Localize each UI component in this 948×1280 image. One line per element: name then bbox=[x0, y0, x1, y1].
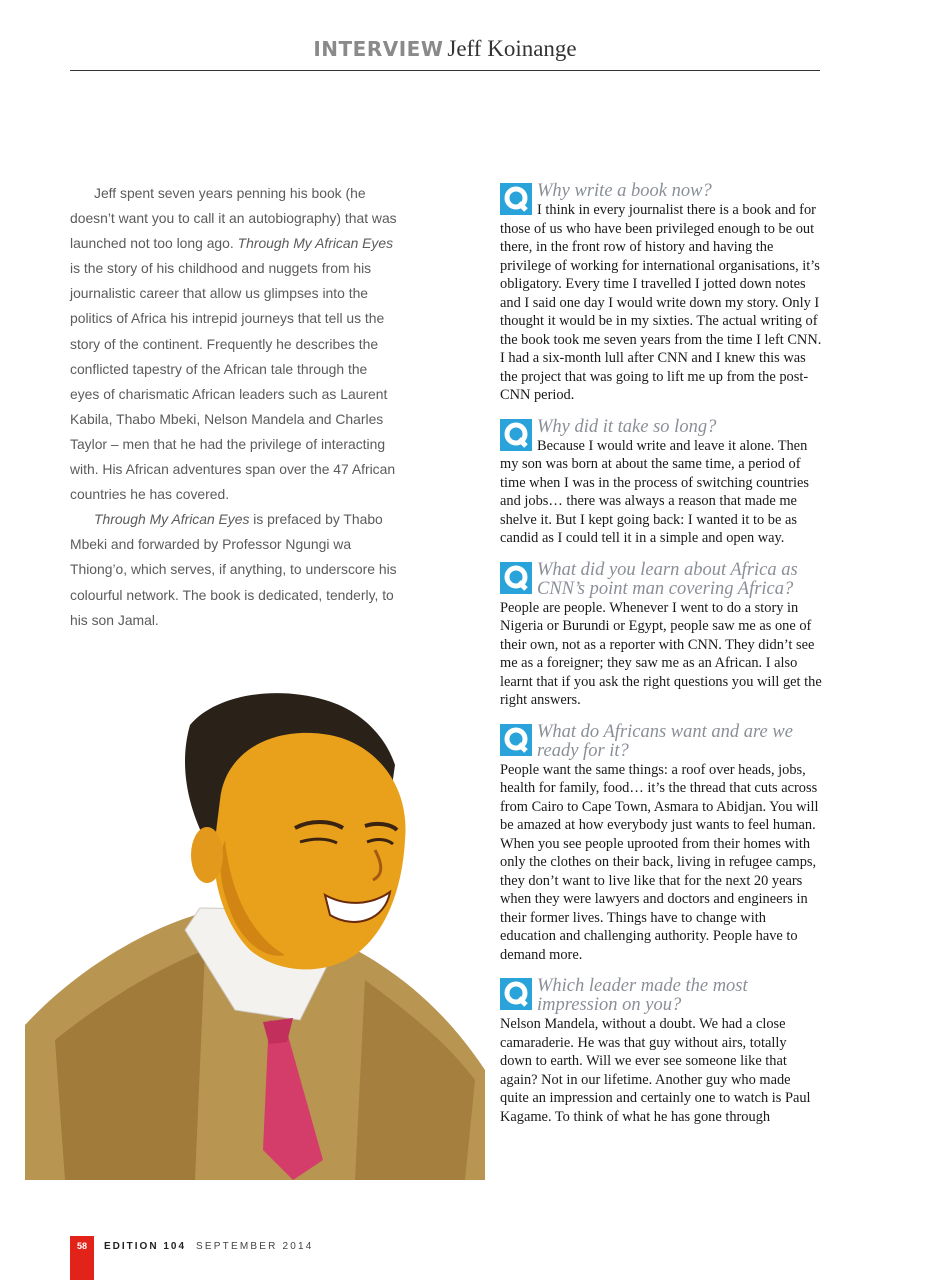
issue-date: SEPTEMBER 2014 bbox=[196, 1241, 314, 1252]
answer-text: People want the same things: a roof over heads, jobs, health for family, food… it’s the thread that cuts across from Cairo to Cape Town, Asmara to Abidjan. You will be amazed at how everybody just wants to feel human. When you see people uprooted from their homes with only the clothes on their back, living in refugee camps, they don’t want to live like that for the next 20 years when they were lawyers and doctors and engineers in their former lives. Things have to change with education and challenging authority. People have to demand more. bbox=[500, 761, 819, 963]
intro-paragraph-1: Jeff spent seven years penning his book (he doesn’t want you to call it an autobiography) that was launched not too long ago. Through My African Eyes is the story of his childhood and nuggets from his journalistic career that allow us glimpses into the politics of Africa his intrepid journeys that tell us the story of the continent. Frequently he describes the conflicted tapestry of the African tale through the eyes of charismatic African leaders such as Laurent Kabila, Thabo Mbeki, Nelson Mandela and Charles Taylor – men that he had the privilege of interacting with. His African adventures span over the 47 African countries he has covered. bbox=[70, 185, 397, 503]
portrait-illustration bbox=[25, 680, 485, 1180]
edition-label: EDITION 104 bbox=[104, 1241, 187, 1252]
page-footer bbox=[70, 1236, 314, 1280]
qa-item bbox=[500, 723, 822, 965]
question-text: Which leader made the most impression on you? bbox=[537, 976, 748, 1015]
answer-text: People are people. Whenever I went to do a story in Nigeria or Burundi or Egypt, people saw me as one of their own, not as a reporter with CNN. They didn’t see me as a foreigner; they saw me as an African. I also learnt that if you ask the right questions you will get the right answers. bbox=[500, 599, 822, 708]
question-icon bbox=[500, 978, 532, 1010]
question-text: Why write a book now? bbox=[537, 181, 712, 201]
answer-text: I think in every journalist there is a book and for those of us who have been privileged enough to be out there, in the front row of history and having the privilege of working for international organisations, it’s obligatory. Every time I travelled I jotted down notes and I said one day I would write down my story. Only I thought it would be in my sixties. The actual writing of the book took me seven years from the time I left CNN. I had a six-month lull after CNN and I knew this was the project that was going to lift me up from the post-CNN period. bbox=[500, 202, 822, 403]
qa-item bbox=[500, 418, 822, 548]
answer-text: Nelson Mandela, without a doubt. We had a close camaraderie. He was that guy without airs, totally down to earth. Will we ever see someone like that again? Not in our lifetime. Another guy who made quite an impression and certainly one to watch is Paul Kagame. To think of what he has gone through bbox=[500, 1016, 811, 1125]
question-icon bbox=[500, 562, 532, 594]
intro-paragraph-2: Through My African Eyes is prefaced by Thabo Mbeki and forwarded by Professor Ngungi wa Thiong’o, which serves, if anything, to underscore his colourful network. The book is dedicated, tenderly, to his son Jamal. bbox=[70, 511, 397, 628]
qa-item bbox=[500, 561, 822, 710]
intro-text bbox=[70, 181, 400, 633]
page-number: 58 bbox=[70, 1236, 94, 1280]
book-title: Through My African Eyes bbox=[94, 511, 250, 528]
answer-text: Because I would write and leave it alone. Then my son was born at about the same time, a period of time when I was in the process of switching countries and jobs… there was always a reason that made me shelve it. But I kept going back: I wanted it to be as candid as I could tell it in a simple and open way. bbox=[500, 437, 809, 546]
question-text: Why did it take so long? bbox=[537, 416, 717, 437]
question-icon bbox=[500, 724, 532, 756]
interviewee-name: Jeff Koinange bbox=[447, 36, 577, 61]
question-icon bbox=[500, 183, 532, 215]
qa-item bbox=[500, 182, 822, 405]
book-title: Through My African Eyes bbox=[237, 235, 394, 252]
question-icon bbox=[500, 419, 532, 451]
question-text: What did you learn about Africa as CNN’s point man covering Africa? bbox=[537, 559, 798, 599]
qa-column bbox=[500, 182, 822, 1139]
page-header bbox=[70, 36, 820, 71]
section-kicker: INTERVIEW bbox=[313, 37, 444, 61]
qa-item bbox=[500, 977, 822, 1126]
question-text: What do Africans want and are we ready for it? bbox=[537, 721, 793, 761]
